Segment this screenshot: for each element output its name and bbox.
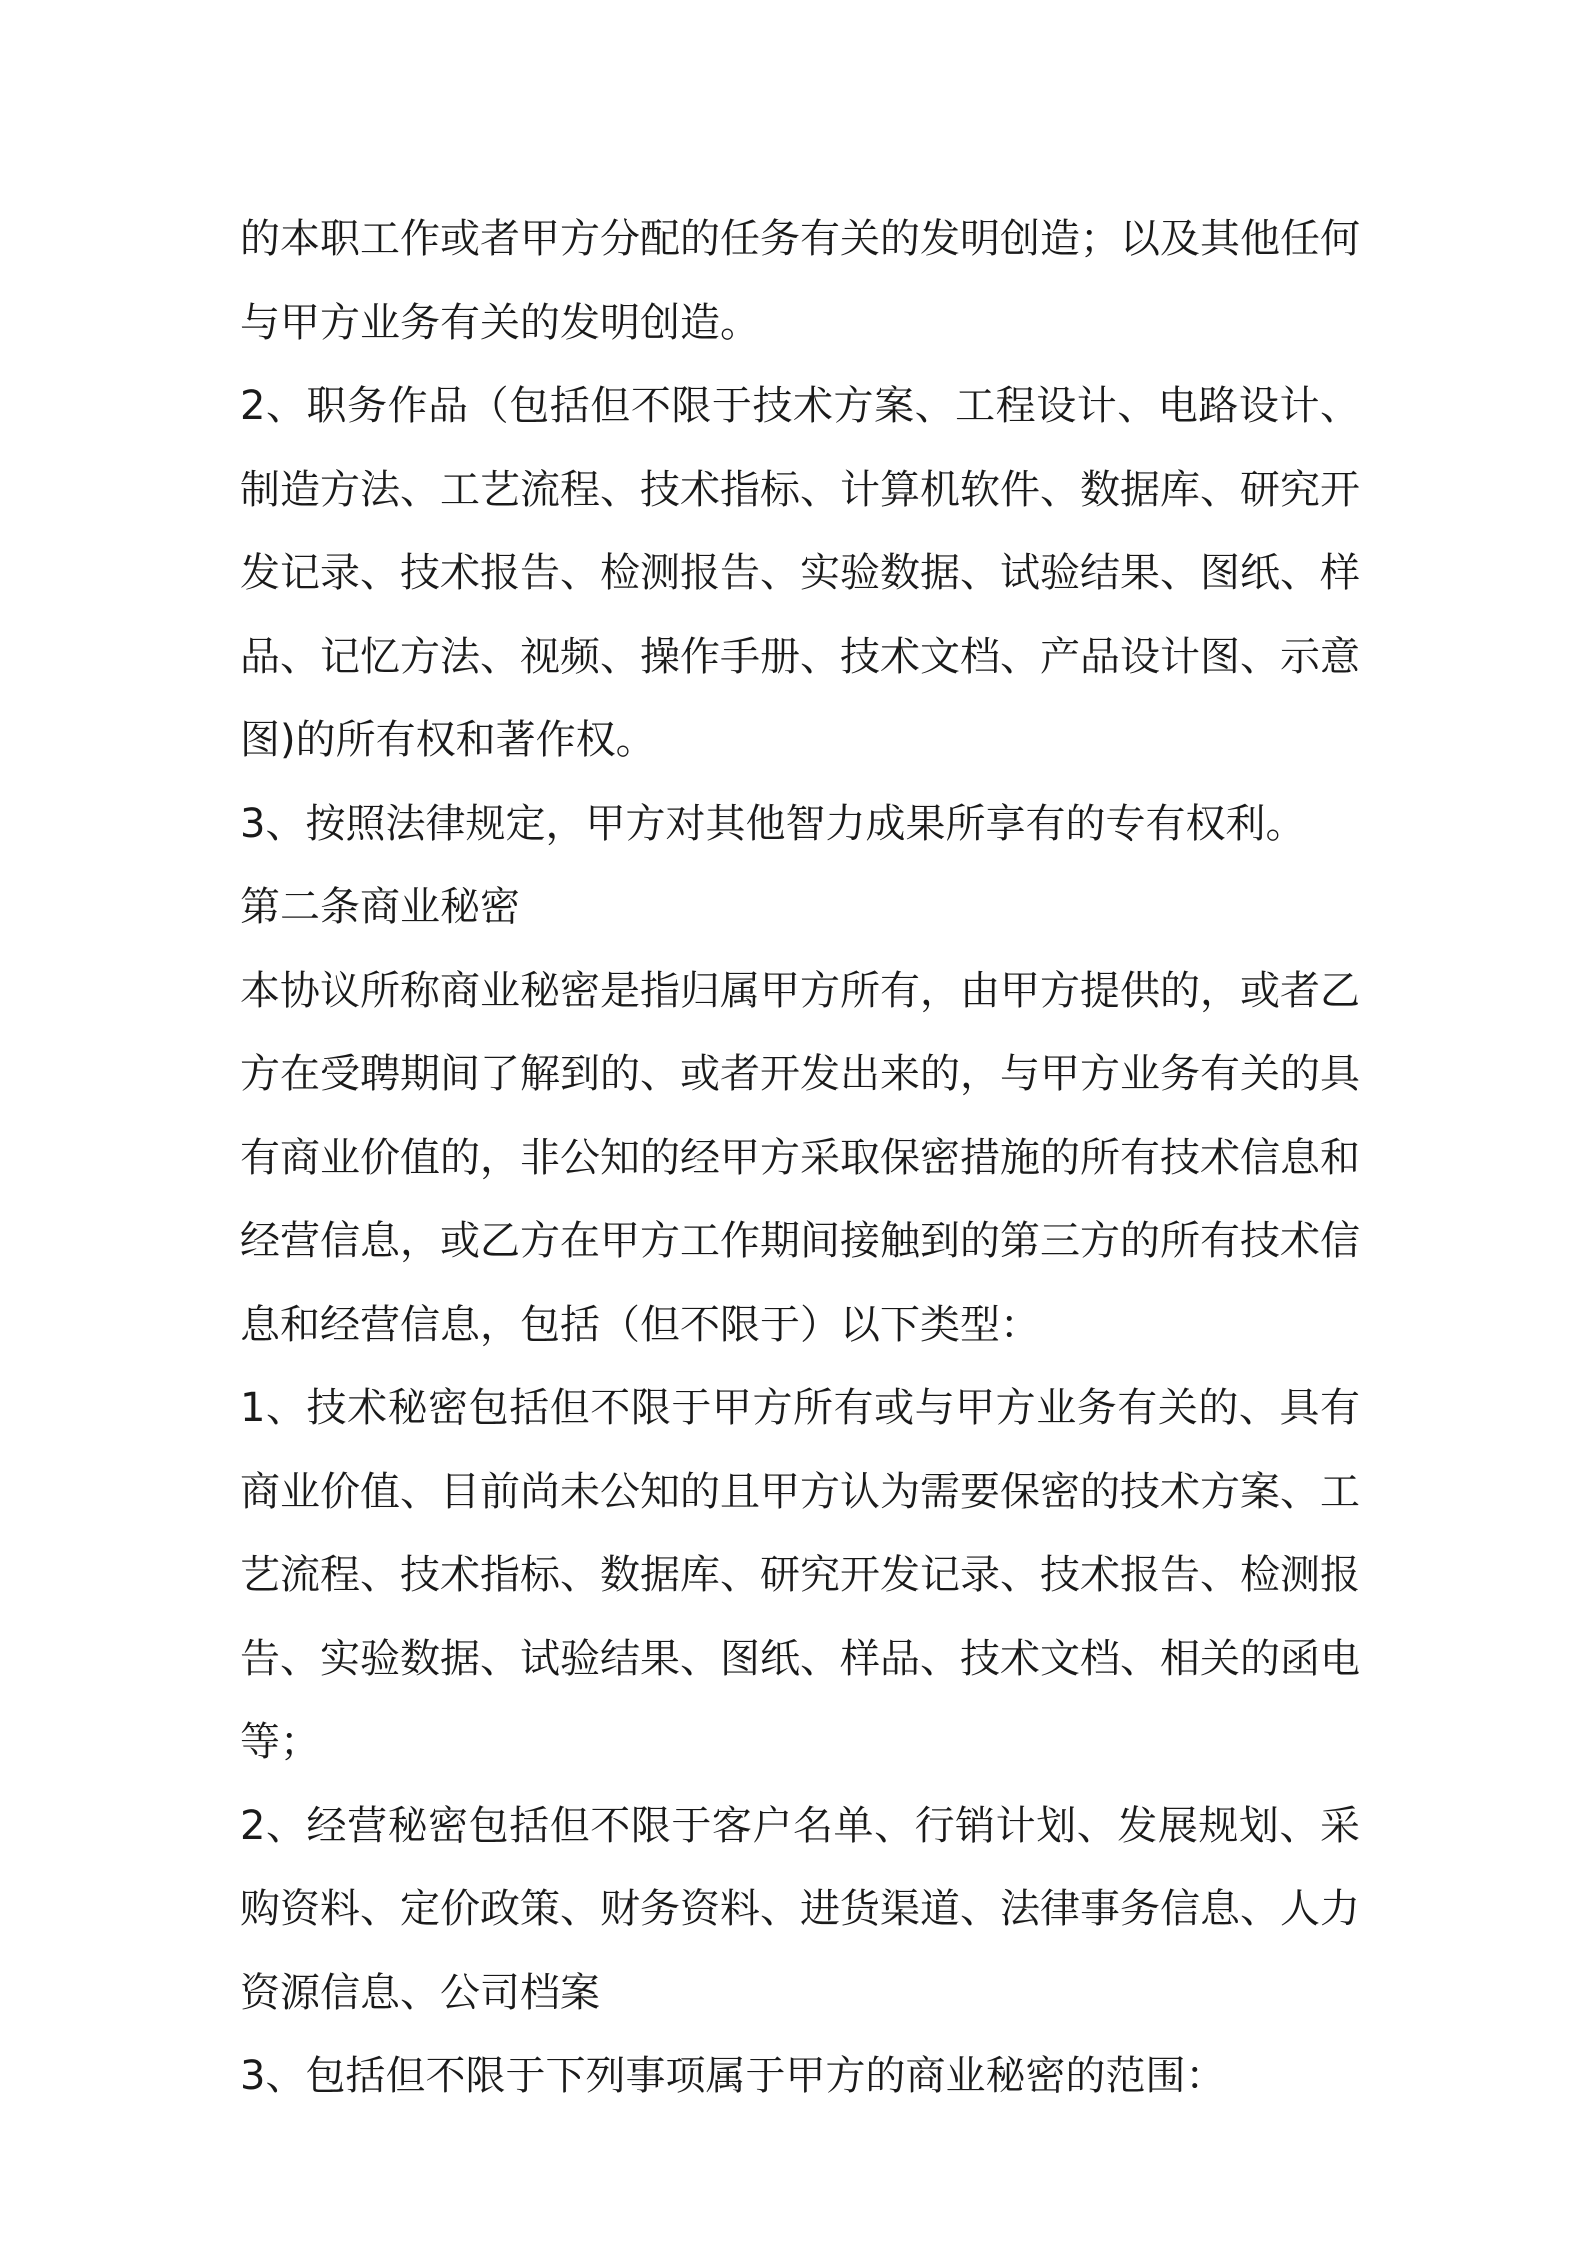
paragraph-work-products: 2、职务作品（包括但不限于技术方案、工程设计、电路设计、制造方法、工艺流程、技术指标、计算机软件、数据库、研究开发记录、技术报告、检测报告、实验数据、试验结果、图纸、样品、记忆方法、视频、操作手册、技术文档、产品设计图、示意图)的所有权和著作权。 [240,383,1360,763]
section-heading-trade-secrets: 第二条商业秘密 [240,884,520,930]
paragraph-invention-continuation: 的本职工作或者甲方分配的任务有关的发明创造；以及其他任何与甲方业务有关的发明创造。 [240,216,1360,346]
paragraph-secret-scope: 3、包括但不限于下列事项属于甲方的商业秘密的范围： [240,2053,1226,2099]
paragraph-business-secrets: 2、经营秘密包括但不限于客户名单、行销计划、发展规划、采购资料、定价政策、财务资料、进货渠道、法律事务信息、人力资源信息、公司档案 [240,1802,1360,2016]
document-body [240,198,1360,2119]
paragraph-trade-secret-definition: 本协议所称商业秘密是指归属甲方所有，由甲方提供的，或者乙方在受聘期间了解到的、或者开发出来的，与甲方业务有关的具有商业价值的，非公知的经甲方采取保密措施的所有技术信息和经营信息，或乙方在甲方工作期间接触到的第三方的所有技术信息和经营信息，包括（但不限于）以下类型： [240,967,1360,1348]
paragraph-technical-secrets: 1、技术秘密包括但不限于甲方所有或与甲方业务有关的、具有商业价值、目前尚未公知的且甲方认为需要保密的技术方案、工艺流程、技术指标、数据库、研究开发记录、技术报告、检测报告、实验数据、试验结果、图纸、样品、技术文档、相关的函电等； [240,1385,1360,1765]
paragraph-exclusive-rights: 3、按照法律规定，甲方对其他智力成果所享有的专有权利。 [240,800,1306,847]
